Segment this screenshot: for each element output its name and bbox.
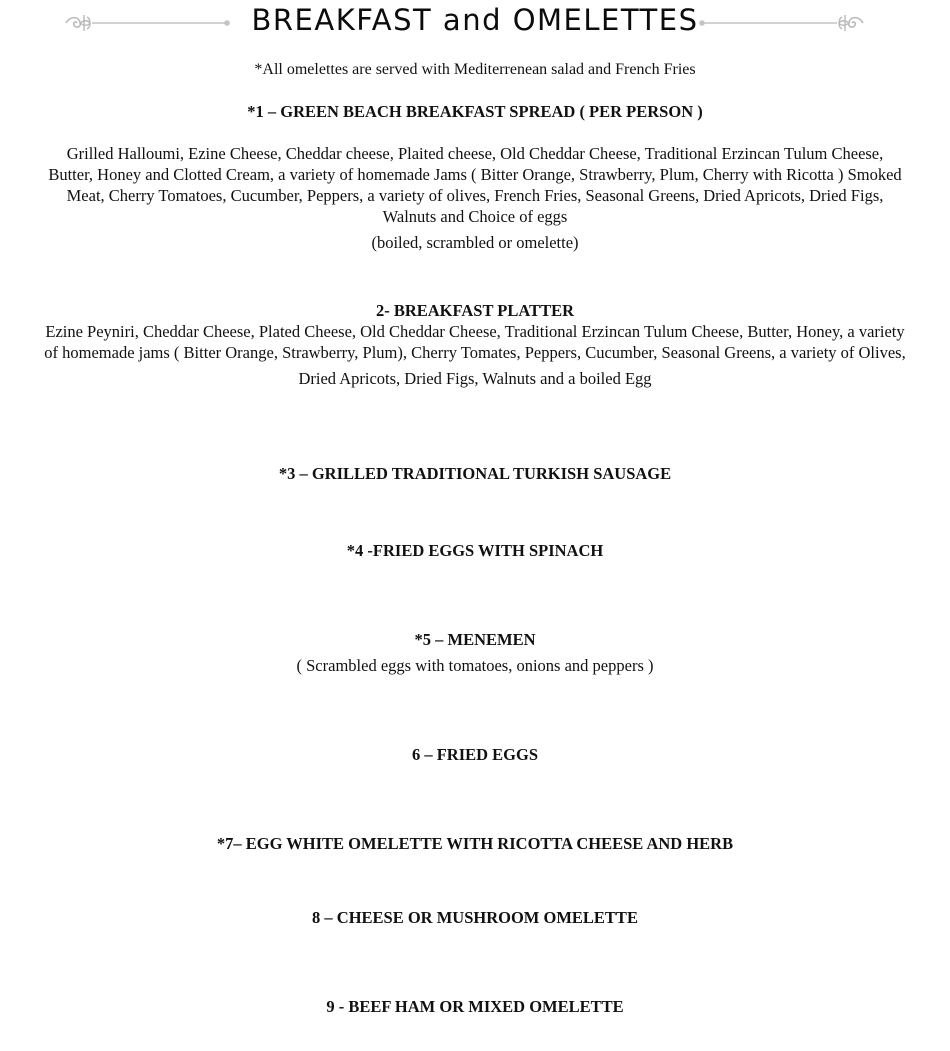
menu-item-description-line: of homemade jams ( Bitter Orange, Strawberry, Plum), Cherry Tomates, Peppers, Cucumber, Seasonal Greens, a variety of Olives, xyxy=(44,343,906,362)
menu-header xyxy=(0,0,950,46)
menu-item-title: 2- BREAKFAST PLATTER xyxy=(375,301,575,320)
menu-item-title: *1 – GREEN BEACH BREAKFAST SPREAD ( PER PERSON ) xyxy=(247,102,703,121)
menu-item-description-line: Grilled Halloumi, Ezine Cheese, Cheddar cheese, Plaited cheese, Old Cheddar Cheese, Traditional Erzincan Tulum Cheese, xyxy=(66,144,884,163)
menu-item-title: 6 – FRIED EGGS xyxy=(411,745,539,764)
omelette-serving-note: *All omelettes are served with Mediterrenean salad and French Fries xyxy=(254,61,696,78)
menu-item-description-line: Dried Apricots, Dried Figs, Walnuts and a boiled Egg xyxy=(298,369,652,388)
page-title: BREAKFAST and OMELETTES xyxy=(251,3,699,37)
menu-item-title: *4 -FRIED EGGS WITH SPINACH xyxy=(346,541,604,560)
menu-item-description-line: Butter, Honey and Clotted Cream, a variety of homemade Jams ( Bitter Orange, Strawberry, Plum, Cherry with Ricotta ) Smoked xyxy=(48,165,902,184)
menu-item-title: *5 – MENEMEN xyxy=(414,630,536,649)
menu-item-description-line: Walnuts and Choice of eggs xyxy=(382,207,568,226)
menu-item-title: *3 – GRILLED TRADITIONAL TURKISH SAUSAGE xyxy=(278,464,672,483)
menu-item-description-line: Ezine Peyniri, Cheddar Cheese, Plated Cheese, Old Cheddar Cheese, Traditional Erzincan Tulum Cheese, Butter, Honey, a variety xyxy=(45,322,905,341)
menu-item-description-line: (boiled, scrambled or omelette) xyxy=(371,233,579,252)
menu-item-description-line: ( Scrambled eggs with tomatoes, onions and peppers ) xyxy=(296,656,654,675)
menu-item-title: *7– EGG WHITE OMELETTE WITH RICOTTA CHEESE AND HERB xyxy=(216,834,734,853)
menu-item-description-line: Meat, Cherry Tomatoes, Cucumber, Peppers, a variety of olives, French Fries, Seasonal Greens, Dried Apricots, Dried Figs, xyxy=(66,186,884,205)
right-scroll-ornament-icon xyxy=(697,10,867,36)
menu-item-title: 9 - BEEF HAM OR MIXED OMELETTE xyxy=(326,997,624,1016)
menu-item-title: 8 – CHEESE OR MUSHROOM OMELETTE xyxy=(312,908,638,927)
